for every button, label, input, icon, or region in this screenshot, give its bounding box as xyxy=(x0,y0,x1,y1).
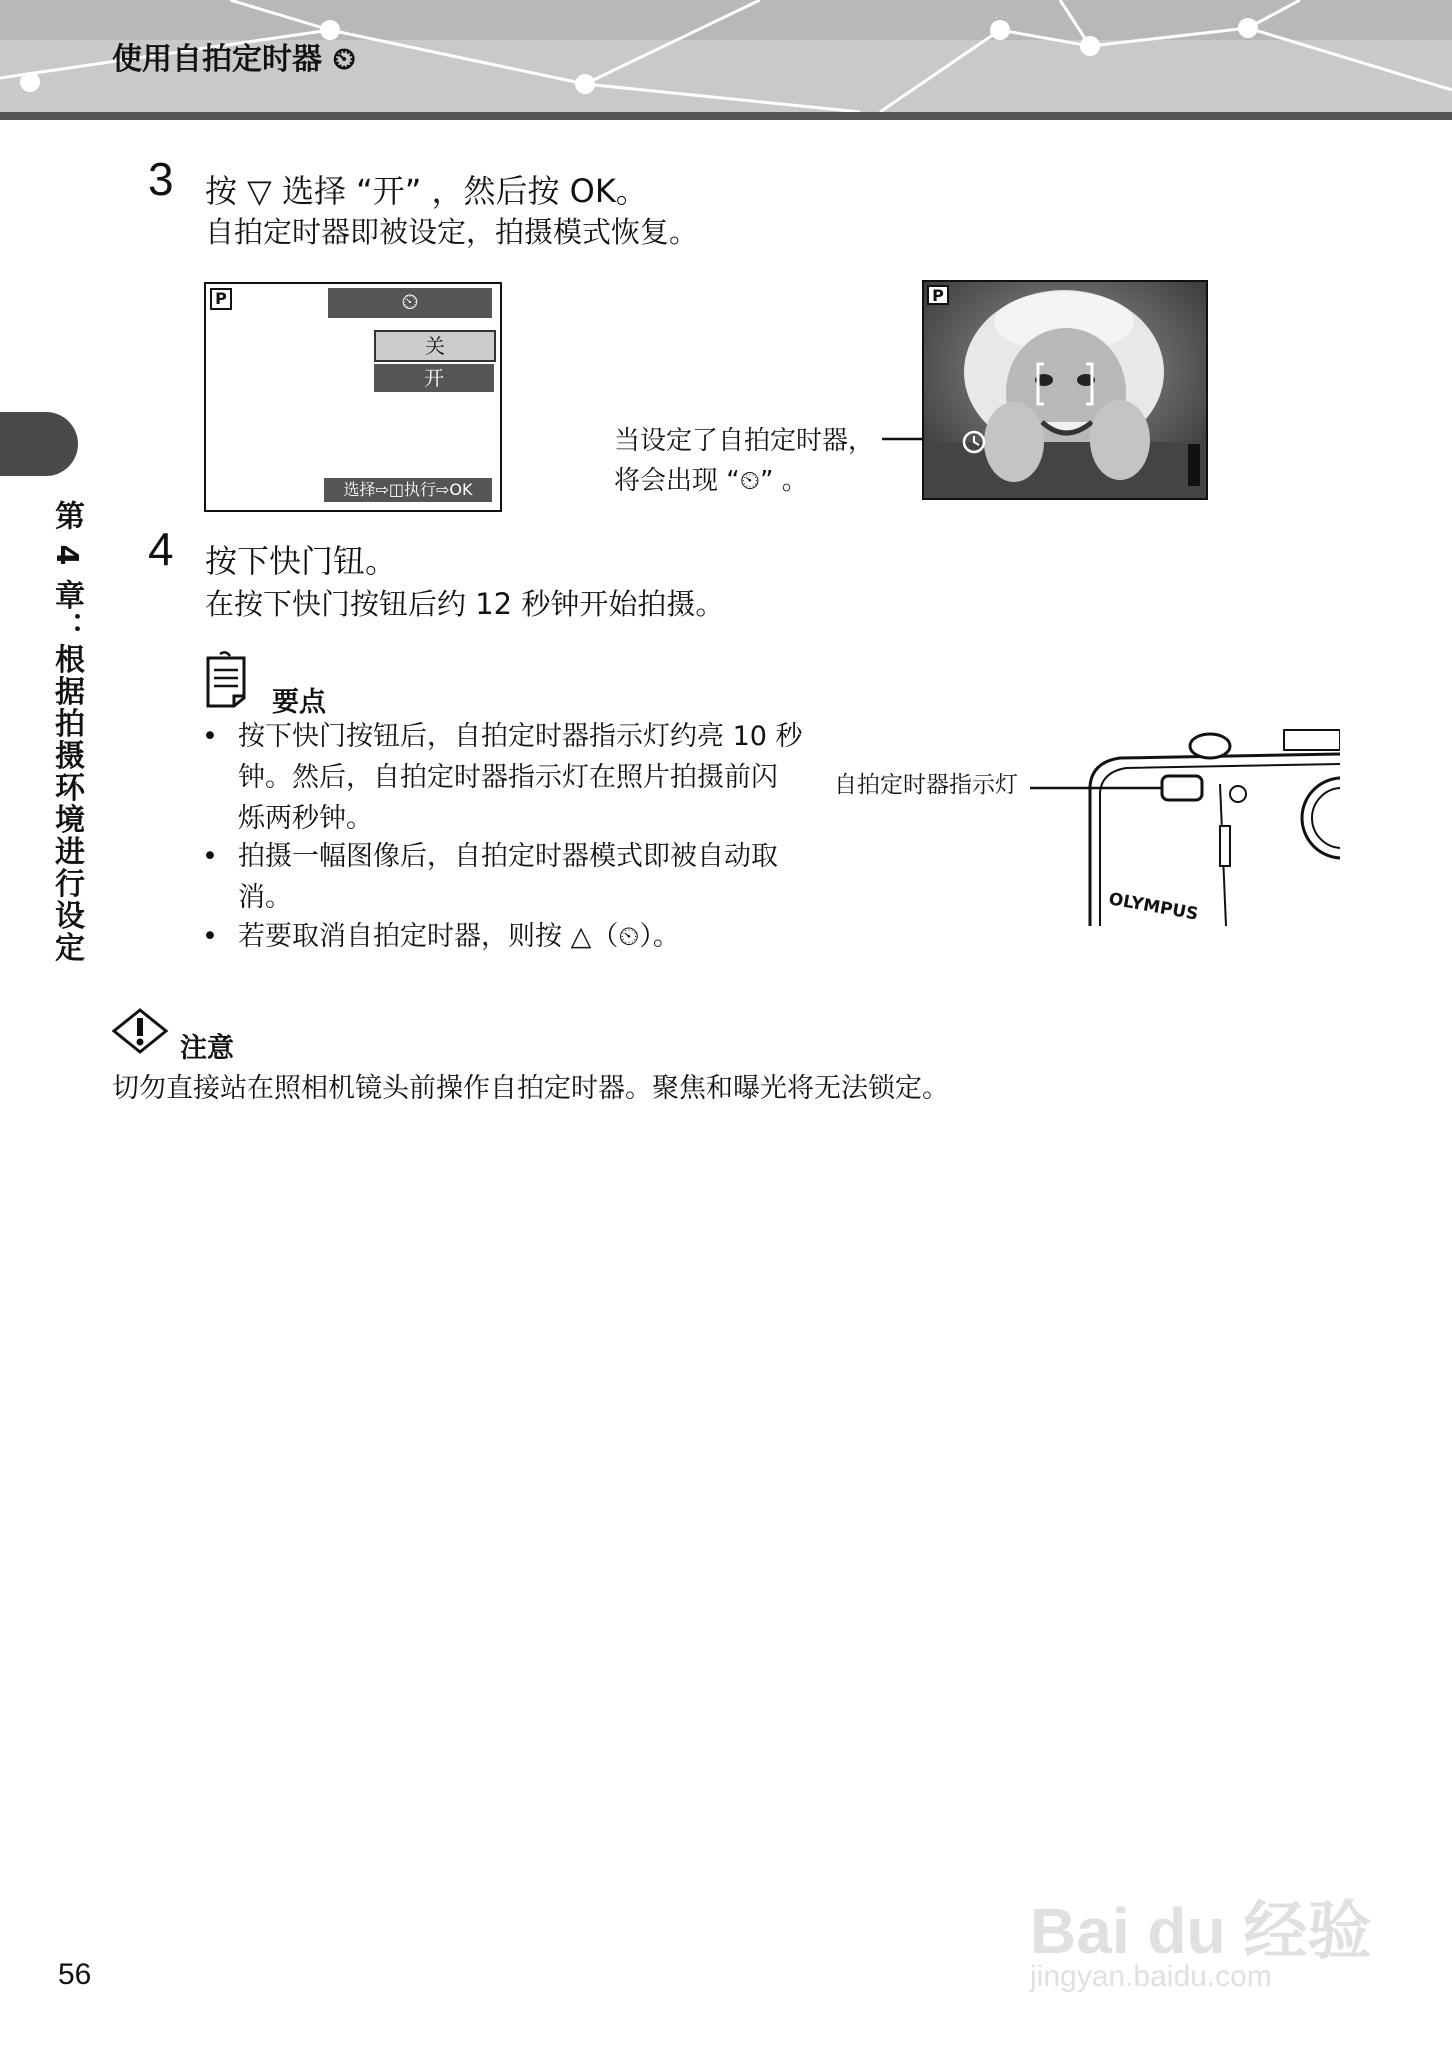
lcd-menu-screen xyxy=(204,282,502,512)
tip-2-line2: 消。 xyxy=(238,882,292,913)
chapter-label: 第 4 章：根据拍摄环境进行设定 xyxy=(49,500,84,964)
photo-caption-line1: 当设定了自拍定时器， xyxy=(614,426,875,456)
tip-1-line2: 钟。然后，自拍定时器指示灯在照片拍摄前闪 xyxy=(238,762,778,793)
camera-brand-text: OLYMPUS xyxy=(1107,889,1200,925)
option-off: 关 xyxy=(374,330,496,362)
tip-bullet-1: • xyxy=(202,721,218,752)
watermark-logo: Bai du 经验 xyxy=(1030,1895,1372,1967)
caution-icon xyxy=(112,1008,170,1054)
camera-callout-label: 自拍定时器指示灯 xyxy=(834,772,1018,798)
tip-1-line1: 按下快门按钮后，自拍定时器指示灯约亮 10 秒 xyxy=(238,721,803,752)
step-3-number: 3 xyxy=(148,153,174,205)
tip-bullet-2: • xyxy=(202,841,218,872)
page-title: 使用自拍定时器 ⏲ xyxy=(112,42,356,77)
caution-heading: 注意 xyxy=(180,1033,234,1064)
page-number: 56 xyxy=(58,1958,92,1991)
step-3-title: 按 ▽ 选择 “开” ，然后按 OK。 xyxy=(205,172,648,210)
tip-1-line3: 烁两秒钟。 xyxy=(238,803,373,834)
lcd-footer-hint: 选择⇨◫执行⇨OK xyxy=(324,478,492,502)
photo-caption-line2: 将会出现 “⏲” 。 xyxy=(614,466,808,496)
watermark-url: jingyan.baidu.com xyxy=(1030,1960,1272,1993)
tip-2-line1: 拍摄一幅图像后，自拍定时器模式即被自动取 xyxy=(238,841,778,872)
mode-p-badge: P xyxy=(210,288,232,310)
step-4-number: 4 xyxy=(148,523,174,575)
caution-text: 切勿直接站在照相机镜头前操作自拍定时器。聚焦和曝光将无法锁定。 xyxy=(112,1073,949,1104)
step-3-description: 自拍定时器即被设定，拍摄模式恢复。 xyxy=(205,215,699,249)
chapter-tab xyxy=(0,412,78,476)
camera-illustration xyxy=(1030,726,1340,926)
header-rule xyxy=(0,112,1452,120)
step-4-title: 按下快门钮。 xyxy=(205,542,398,580)
svg-text:P: P xyxy=(932,286,944,305)
preview-photo xyxy=(922,280,1208,500)
memo-icon xyxy=(204,650,254,710)
tip-bullet-3: • xyxy=(202,921,218,952)
self-timer-menu-title: ⏲ xyxy=(328,288,492,318)
option-on: 开 xyxy=(374,364,494,392)
tips-heading: 要点 xyxy=(272,687,326,718)
child-photo-image xyxy=(924,282,1206,498)
tip-3: 若要取消自拍定时器，则按 △（⏲）。 xyxy=(238,921,680,952)
step-4-description: 在按下快门按钮后约 12 秒钟开始拍摄。 xyxy=(205,587,725,621)
